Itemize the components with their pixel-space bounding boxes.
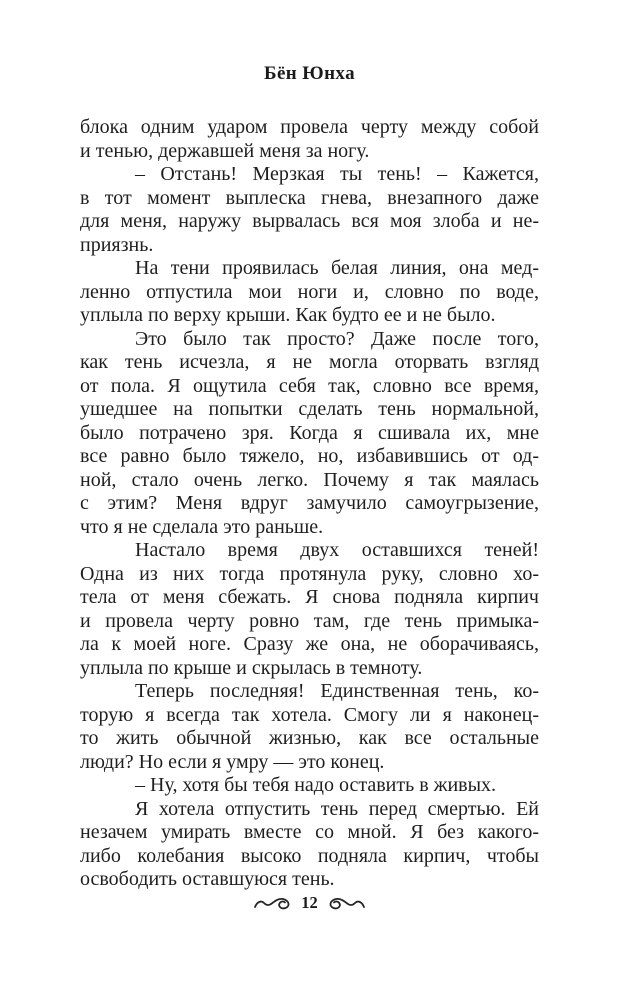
text-line: Это было так просто? Даже после того, [135,327,539,350]
text-line: торую я всегда так хотела. Смогу ли я наконец- [80,703,539,726]
text-line: ленно отпустила мои ноги и, словно по воде, [80,280,539,303]
text-line: – Ну, хотя бы тебя надо оставить в живых. [135,774,497,796]
text-line: приязнь. [80,233,154,256]
page-footer [0,893,619,913]
text-line: то жить обычной жизнью, как все остальные [80,727,539,749]
text-line: Одна из них тогда протянула руку, словно хо- [80,562,539,585]
text-line: тела от меня сбежать. Я снова подняла кирпич [80,586,539,608]
text-line: уплыла по крыше и скрылась в темноту. [80,656,423,679]
text-line: в тот момент выплеска гнева, внезапного даже [80,186,539,209]
text-line: освободить оставшуюся тень. [80,868,335,890]
text-line: На тени проявилась белая линия, она мед- [135,257,539,279]
text-line: все равно было тяжело, но, избавившись от од- [80,445,539,467]
text-line: ла к моей ноге. Сразу же она, не оборачиваясь, [80,633,539,655]
text-line: было потрачено зря. Когда я сшивала их, мне [80,421,539,444]
page-number: 12 [301,893,318,912]
text-line: как тень исчезла, я не могла оторвать взгляд [80,351,539,373]
text-line: и тенью, державшей меня за ногу. [80,139,370,162]
text-line: люди? Но если я умру — это конец. [80,750,385,773]
text-line: и провела черту ровно там, где тень примыка- [80,609,539,632]
text-line: что я не сделала это раньше. [80,515,324,538]
text-line: незачем умирать вместе со мной. Я без какого- [80,821,539,843]
text-line: уплыла по верху крыши. Как будто ее и не было. [80,304,496,326]
text-line: либо колебания высоко подняла кирпич, чтобы [80,844,539,867]
text-line: с этим? Меня вдруг замучило самоугрызение, [80,492,539,514]
flourish-left-icon [254,894,294,912]
text-line: блока одним ударом провела черту между собой [80,116,539,138]
flourish-right-icon [325,894,365,912]
running-head-author: Бён Юнха [264,63,355,84]
text-line: для меня, наружу вырвалась вся моя злоба и не- [80,210,539,232]
text-line: Теперь последняя! Единственная тень, ко- [135,680,539,702]
text-line: ной, стало очень легко. Почему я так маялась [80,468,539,491]
text-line: Настало время двух оставшихся теней! [135,539,539,561]
text-line: ушедшее на попытки сделать тень нормальной, [80,398,539,420]
text-line: Я хотела отпустить тень перед смертью. Ей [135,797,539,820]
text-block [80,116,539,892]
text-line: от пола. Я ощутила себя так, словно все время, [80,374,539,397]
text-line: – Отстань! Мерзкая ты тень! – Кажется, [135,163,539,185]
